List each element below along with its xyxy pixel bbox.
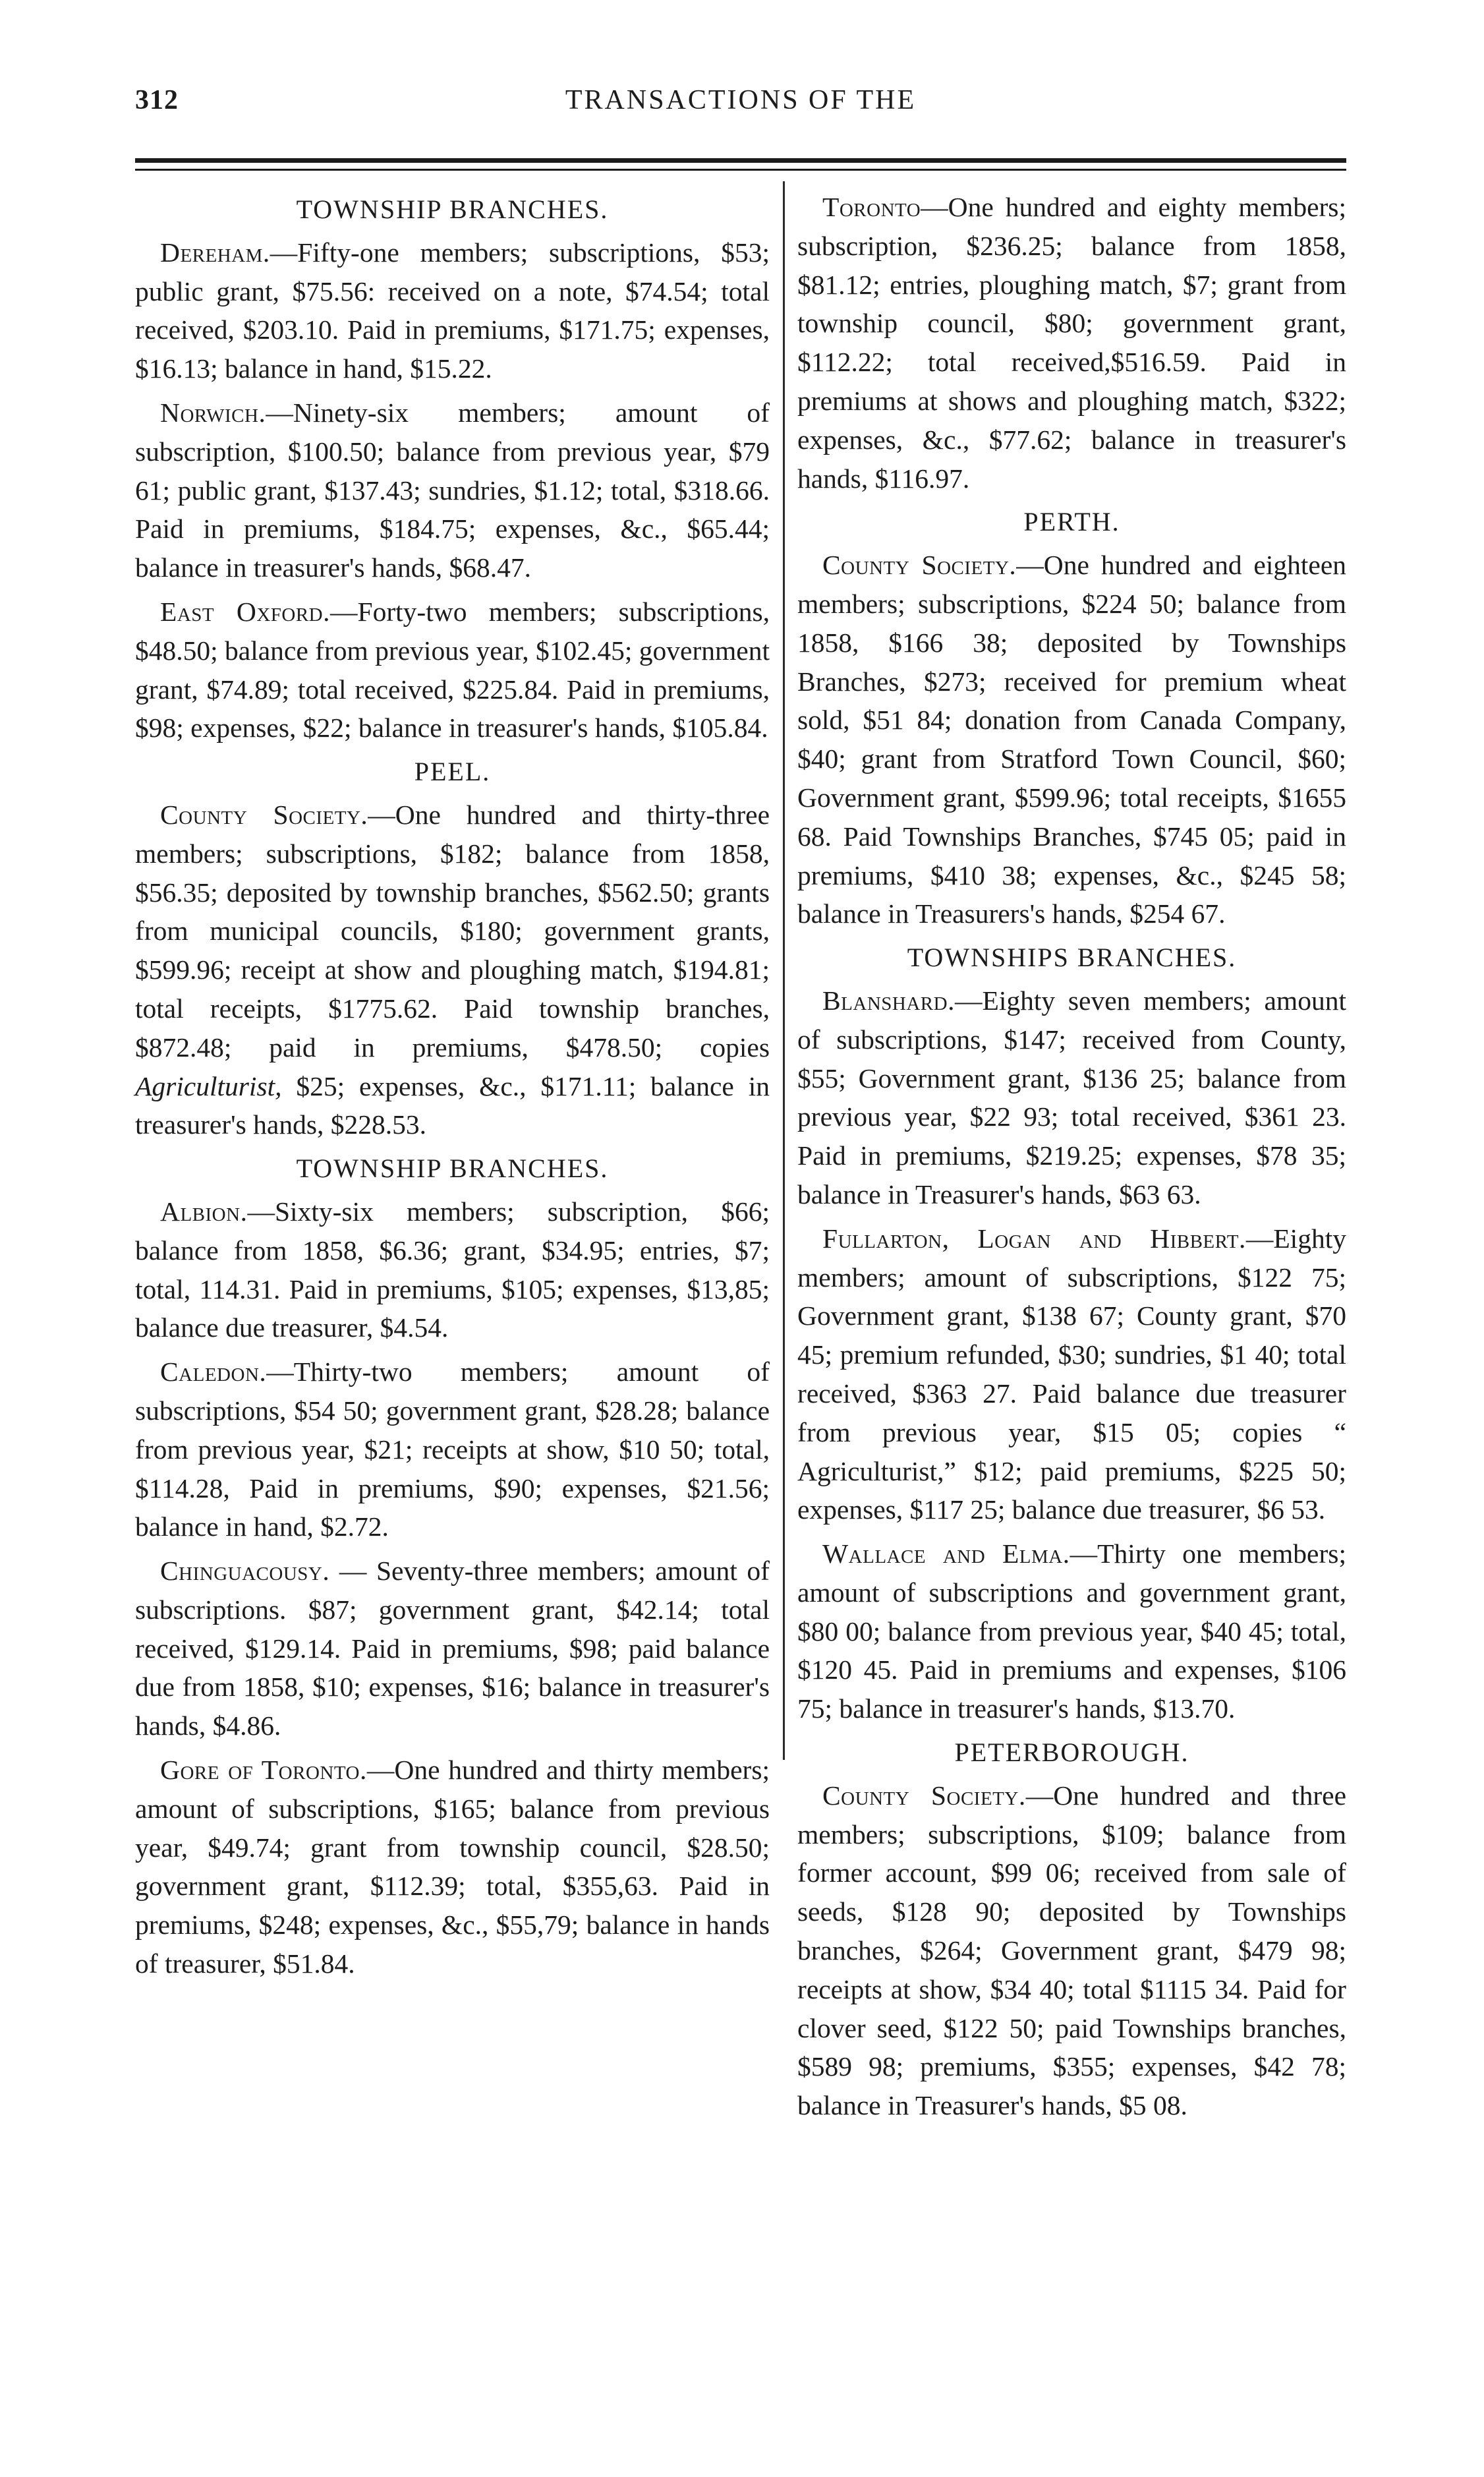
entry-text: —Forty-two members; subscriptions, $48.50; balance from previous year, $102.45; government grant, $74.89; total received, $225.84. Paid in premiums, $98; expenses, $22; balance in treasurer's hands, $105.84. (135, 596, 770, 743)
entry-name: Chinguacousy. (160, 1556, 330, 1587)
section-heading: PEEL. (414, 757, 491, 787)
section-heading: TOWNSHIP BRANCHES. (296, 194, 609, 224)
section-heading: PERTH. (1023, 507, 1120, 537)
entry-name: Caledon. (160, 1356, 267, 1387)
entry-text: —Thirty one members; amount of subscriptions and government grant, $80 00; balance from previous year, $40 45; total, $120 45. Paid in premiums and expenses, $106 75; balance in treasurer's hands, $13.70. (797, 1538, 1346, 1724)
entry-text: —One hundred and thirty-three members; subscriptions, $182; balance from 1858, $56.35; deposited by township branches, $562.50; grants from municipal councils, $180; government grants, $599.96; receipt at show and ploughing match, $194.81; total receipts, $1775.62. Paid township branches, $872.48; paid in premiums, $478.50; copies (135, 799, 770, 1063)
right-column (797, 188, 1346, 2130)
entry-text: —One hundred and eighty members; subscription, $236.25; balance from 1858, $81.12; entries, ploughing match, $7; grant from township council, $80; government grant, $112.22; total received,$516.59. Paid in premiums at shows and ploughing match, $322; expenses, &c., $77.62; balance in treasurer's hands, $116.97. (797, 192, 1346, 494)
entry-peel-county-society (135, 796, 770, 1144)
entry-gore-of-toronto (135, 1751, 770, 1983)
entry-fullarton-logan-hibbert (797, 1219, 1346, 1529)
entry-name: Norwich. (160, 397, 266, 428)
page-number: 312 (135, 85, 179, 115)
entry-text: $25; expenses, &c., $171.11; balance in treasurer's hands, $228.53. (135, 1070, 770, 1140)
entry-east-oxford (135, 593, 770, 747)
running-title: TRANSACTIONS OF THE (565, 85, 917, 115)
entry-perth-county-society (797, 546, 1346, 933)
entry-dereham (135, 233, 770, 388)
column-divider (783, 181, 785, 1760)
entry-name: Gore of Toronto. (160, 1755, 367, 1786)
entry-name: Wallace and Elma. (822, 1538, 1070, 1569)
entry-text: —Ninety-six members; amount of subscription, $100.50; balance from previous year, $79 61; public grant, $137.43; sundries, $1.12; total, $318.66. Paid in premiums, $184.75; expenses, &c., $65.44; balance in treasurer's hands, $68.47. (135, 397, 770, 583)
entry-name: Albion. (160, 1196, 248, 1227)
entry-albion (135, 1192, 770, 1347)
entry-text: —One hundred and thirty members; amount of subscriptions, $165; balance from previous year, $49.74; grant from township council, $28.50; government grant, $112.39; total, $355,63. Paid in premiums, $248; expenses, &c., $55,79; balance in hands of treasurer, $51.84. (135, 1755, 770, 1979)
running-header (135, 84, 1346, 137)
section-heading: TOWNSHIPS BRANCHES. (907, 943, 1237, 973)
header-rule-thick (135, 158, 1346, 163)
entry-toronto (797, 188, 1346, 498)
entry-text: — Seventy-three members; amount of subscriptions. $87; government grant, $42.14; total received, $129.14. Paid in premiums, $98; paid balance due from 1858, $10; expenses, $16; balance in treasurer's hands, $4.86. (135, 1556, 770, 1741)
entry-name: Blanshard. (822, 985, 955, 1016)
left-column (135, 188, 770, 1989)
entry-peterborough-county-society (797, 1776, 1346, 2125)
entry-text: —Sixty-six members; subscription, $66; balance from 1858, $6.36; grant, $34.95; entries, $7; total, 114.31. Paid in premiums, $105; expenses, $13,85; balance due treasurer, $4.54. (135, 1196, 770, 1343)
entry-name: County Society. (160, 799, 368, 830)
entry-name: Dereham. (160, 237, 270, 268)
entry-name: County Society. (822, 550, 1017, 581)
section-heading: PETERBOROUGH. (954, 1737, 1189, 1768)
entry-blanshard (797, 981, 1346, 1214)
entry-text: —One hundred and three members; subscriptions, $109; balance from former account, $99 06; received from sale of seeds, $128 90; deposited by Townships branches, $264; Government grant, $479 98; receipts at show, $34 40; total $1115 34. Paid for clover seed, $122 50; paid Townships branches, $589 98; premiums, $355; expenses, $42 78; balance in Treasurer's hands, $5 08. (797, 1780, 1346, 2121)
entry-chinguacousy (135, 1552, 770, 1745)
entry-name: Toronto (822, 192, 921, 222)
entry-name: East Oxford. (160, 596, 330, 627)
section-heading: TOWNSHIP BRANCHES. (296, 1153, 609, 1184)
entry-italic-title: Agriculturist, (135, 1070, 282, 1101)
entry-wallace-and-elma (797, 1534, 1346, 1728)
entry-name: Fullarton, Logan and Hibbert. (822, 1223, 1246, 1254)
entry-text: —Eighty seven members; amount of subscriptions, $147; received from County, $55; Government grant, $136 25; balance from previous year, $22 93; total received, $361 23. Paid in premiums, $219.25; expenses, $78 35; balance in Treasurer's hands, $63 63. (797, 985, 1346, 1209)
entry-caledon (135, 1353, 770, 1546)
entry-text: —Eighty members; amount of subscriptions, $122 75; Government grant, $138 67; County grant, $70 45; premium refunded, $30; sundries, $1 40; total received, $363 27. Paid balance due treasurer from previous year, $15 05; copies “ Agriculturist,” $12; paid premiums, $225 50; expenses, $117 25; balance due treasurer, $6 53. (797, 1223, 1346, 1525)
entry-text: —One hundred and eighteen members; subscriptions, $224 50; balance from 1858, $166 38; deposited by Townships Branches, $273; received for premium wheat sold, $51 84; donation from Canada Company, $40; grant from Stratford Town Council, $60; Government grant, $599.96; total receipts, $1655 68. Paid Townships Branches, $745 05; paid in premiums, $410 38; expenses, &c., $245 58; balance in Treasurers's hands, $254 67. (797, 550, 1346, 929)
entry-text: —Fifty-one members; subscriptions, $53; public grant, $75.56: received on a note, $74.54; total received, $203.10. Paid in premiums, $171.75; expenses, $16.13; balance in hand, $15.22. (135, 237, 770, 384)
entry-norwich (135, 393, 770, 587)
header-rule-thin (135, 169, 1346, 171)
entry-name: County Society. (822, 1780, 1026, 1811)
entry-text: —Thirty-two members; amount of subscriptions, $54 50; government grant, $28.28; balance from previous year, $21; receipts at show, $10 50; total, $114.28, Paid in premiums, $90; expenses, $21.56; balance in hand, $2.72. (135, 1356, 770, 1542)
